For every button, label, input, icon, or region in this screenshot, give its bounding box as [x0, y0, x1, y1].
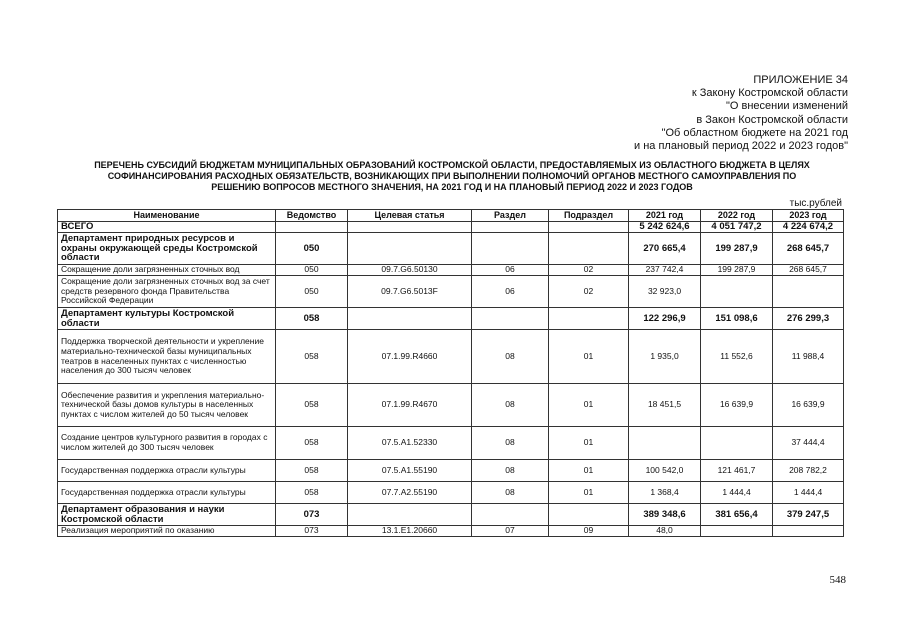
- year-2023-cell: 208 782,2: [773, 460, 844, 482]
- year-2022-cell: 151 098,6: [701, 308, 773, 330]
- department-cell: 058: [276, 460, 348, 482]
- name-cell: Государственная поддержка отрасли культуры: [58, 482, 276, 504]
- title-line: СОФИНАНСИРОВАНИЯ РАСХОДНЫХ ОБЯЗАТЕЛЬСТВ, ВОЗНИКАЮЩИХ ПРИ ВЫПОЛНЕНИИ ПОЛНОМОЧИЙ ОРГАНОВ МЕСТНОГО САМОУПРАВЛЕНИЯ ПО: [107, 171, 797, 181]
- table-row: [58, 276, 844, 308]
- header-line: к Закону Костромской области: [691, 87, 848, 100]
- department-cell: 073: [276, 526, 348, 537]
- year-2023-cell: 268 645,7: [773, 265, 844, 276]
- name-cell: ВСЕГО: [58, 222, 276, 233]
- section-cell: 08: [472, 330, 549, 384]
- year-2022-cell: [701, 526, 773, 537]
- year-2022-cell: 4 051 747,2: [701, 222, 773, 233]
- year-2022-cell: 199 287,9: [701, 265, 773, 276]
- year-2021-cell: 270 665,4: [629, 233, 701, 265]
- year-2021-cell: 122 296,9: [629, 308, 701, 330]
- section-cell: 08: [472, 460, 549, 482]
- year-2023-cell: 276 299,3: [773, 308, 844, 330]
- header-line: "О внесении изменений: [725, 100, 848, 113]
- subsection-cell: [549, 504, 629, 526]
- name-cell: Создание центров культурного развития в городах с числом жителей до 300 тысяч человек: [58, 427, 276, 460]
- header-line: "Об областном бюджете на 2021 год: [661, 126, 848, 139]
- department-cell: 058: [276, 427, 348, 460]
- department-cell: 058: [276, 482, 348, 504]
- title-line: РЕШЕНИЮ ВОПРОСОВ МЕСТНОГО ЗНАЧЕНИЯ, НА 2021 ГОД И НА ПЛАНОВЫЙ ПЕРИОД 2022 И 2023 ГОДОВ: [211, 182, 693, 192]
- target-article-cell: 07.5.A1.52330: [348, 427, 472, 460]
- section-cell: [472, 222, 549, 233]
- column-header: Подраздел: [549, 210, 629, 222]
- department-cell: 050: [276, 233, 348, 265]
- table-row: [58, 330, 844, 384]
- table-row: [58, 265, 844, 276]
- year-2023-cell: 37 444,4: [773, 427, 844, 460]
- column-header: Раздел: [472, 210, 549, 222]
- name-cell: Обеспечение развития и укрепления материально-технической базы домов культуры в населенных пунктах с числом жителей до 50 тысяч человек: [58, 384, 276, 427]
- year-2022-cell: 121 461,7: [701, 460, 773, 482]
- year-2021-cell: 18 451,5: [629, 384, 701, 427]
- section-cell: 06: [472, 276, 549, 308]
- year-2021-cell: [629, 427, 701, 460]
- year-2022-cell: 199 287,9: [701, 233, 773, 265]
- name-cell: Реализация мероприятий по оказанию: [58, 526, 276, 537]
- year-2021-cell: 1 935,0: [629, 330, 701, 384]
- column-header: 2022 год: [701, 210, 773, 222]
- header-line: ПРИЛОЖЕНИЕ 34: [753, 74, 848, 86]
- subsidies-table: [57, 209, 844, 537]
- target-article-cell: [348, 308, 472, 330]
- section-cell: 08: [472, 482, 549, 504]
- table-body: [58, 222, 844, 537]
- section-cell: [472, 233, 549, 265]
- target-article-cell: [348, 233, 472, 265]
- section-cell: 08: [472, 384, 549, 427]
- document-title: [60, 160, 844, 193]
- department-row: [58, 504, 844, 526]
- year-2023-cell: [773, 526, 844, 537]
- subsection-cell: 01: [549, 460, 629, 482]
- subsection-cell: 02: [549, 265, 629, 276]
- department-cell: 058: [276, 384, 348, 427]
- section-cell: 08: [472, 427, 549, 460]
- year-2021-cell: 100 542,0: [629, 460, 701, 482]
- year-2023-cell: 1 444,4: [773, 482, 844, 504]
- section-cell: 06: [472, 265, 549, 276]
- year-2022-cell: 16 639,9: [701, 384, 773, 427]
- year-2022-cell: [701, 427, 773, 460]
- subsection-cell: 01: [549, 482, 629, 504]
- name-cell: Департамент культуры Костромской области: [58, 308, 276, 330]
- table-header-row: [58, 210, 844, 222]
- name-cell: Поддержка творческой деятельности и укрепление материально-технической базы муниципальных театров в населенных пунктах с численностью населения до 300 тысяч человек: [58, 330, 276, 384]
- target-article-cell: [348, 222, 472, 233]
- department-cell: 073: [276, 504, 348, 526]
- year-2022-cell: [701, 276, 773, 308]
- column-header: 2021 год: [629, 210, 701, 222]
- column-header: Наименование: [58, 210, 276, 222]
- section-cell: [472, 504, 549, 526]
- year-2021-cell: 1 368,4: [629, 482, 701, 504]
- table-row: [58, 384, 844, 427]
- column-header: Ведомство: [276, 210, 348, 222]
- department-cell: 058: [276, 330, 348, 384]
- target-article-cell: [348, 504, 472, 526]
- target-article-cell: 07.7.A2.55190: [348, 482, 472, 504]
- year-2023-cell: 268 645,7: [773, 233, 844, 265]
- target-article-cell: 07.5.A1.55190: [348, 460, 472, 482]
- subsection-cell: [549, 222, 629, 233]
- name-cell: Сокращение доли загрязненных сточных вод за счет средств резервного фонда Правительства Российской Федерации: [58, 276, 276, 308]
- page-number: 548: [829, 574, 846, 586]
- name-cell: Департамент образования и науки Костромской области: [58, 504, 276, 526]
- table-row: [58, 482, 844, 504]
- appendix-header: [634, 74, 848, 153]
- target-article-cell: 13.1.E1.20660: [348, 526, 472, 537]
- name-cell: Государственная поддержка отрасли культуры: [58, 460, 276, 482]
- subsection-cell: [549, 308, 629, 330]
- year-2023-cell: 11 988,4: [773, 330, 844, 384]
- header-line: и на плановый период 2022 и 2023 годов": [634, 140, 848, 153]
- subsection-cell: 09: [549, 526, 629, 537]
- table-row: [58, 427, 844, 460]
- year-2021-cell: 32 923,0: [629, 276, 701, 308]
- year-2021-cell: 237 742,4: [629, 265, 701, 276]
- table-row: [58, 460, 844, 482]
- year-2021-cell: 389 348,6: [629, 504, 701, 526]
- subsection-cell: [549, 233, 629, 265]
- department-cell: [276, 222, 348, 233]
- target-article-cell: 09.7.G6.5013F: [348, 276, 472, 308]
- year-2023-cell: 16 639,9: [773, 384, 844, 427]
- department-cell: 058: [276, 308, 348, 330]
- year-2023-cell: 4 224 674,2: [773, 222, 844, 233]
- year-2023-cell: 379 247,5: [773, 504, 844, 526]
- subsection-cell: 01: [549, 330, 629, 384]
- name-cell: Департамент природных ресурсов и охраны окружающей среды Костромской области: [58, 233, 276, 265]
- title-line: ПЕРЕЧЕНЬ СУБСИДИЙ БЮДЖЕТАМ МУНИЦИПАЛЬНЫХ ОБРАЗОВАНИЙ КОСТРОМСКОЙ ОБЛАСТИ, ПРЕДОСТАВЛЯЕМЫХ ИЗ ОБЛАСТНОГО БЮДЖЕТА В ЦЕЛЯХ: [94, 160, 810, 170]
- subsection-cell: 01: [549, 384, 629, 427]
- header-line: в Закон Костромской области: [696, 113, 848, 126]
- year-2022-cell: 1 444,4: [701, 482, 773, 504]
- department-cell: 050: [276, 276, 348, 308]
- column-header: 2023 год: [773, 210, 844, 222]
- section-cell: 07: [472, 526, 549, 537]
- department-cell: 050: [276, 265, 348, 276]
- department-row: [58, 308, 844, 330]
- column-header: Целевая статья: [348, 210, 472, 222]
- section-cell: [472, 308, 549, 330]
- units-label: тыс.рублей: [789, 198, 842, 209]
- target-article-cell: 07.1.99.R4660: [348, 330, 472, 384]
- subsection-cell: 02: [549, 276, 629, 308]
- total-row: [58, 222, 844, 233]
- year-2021-cell: 48,0: [629, 526, 701, 537]
- subsection-cell: 01: [549, 427, 629, 460]
- target-article-cell: 07.1.99.R4670: [348, 384, 472, 427]
- target-article-cell: 09.7.G6.50130: [348, 265, 472, 276]
- table-row: [58, 526, 844, 537]
- year-2022-cell: 11 552,6: [701, 330, 773, 384]
- name-cell: Сокращение доли загрязненных сточных вод: [58, 265, 276, 276]
- department-row: [58, 233, 844, 265]
- year-2021-cell: 5 242 624,6: [629, 222, 701, 233]
- year-2023-cell: [773, 276, 844, 308]
- year-2022-cell: 381 656,4: [701, 504, 773, 526]
